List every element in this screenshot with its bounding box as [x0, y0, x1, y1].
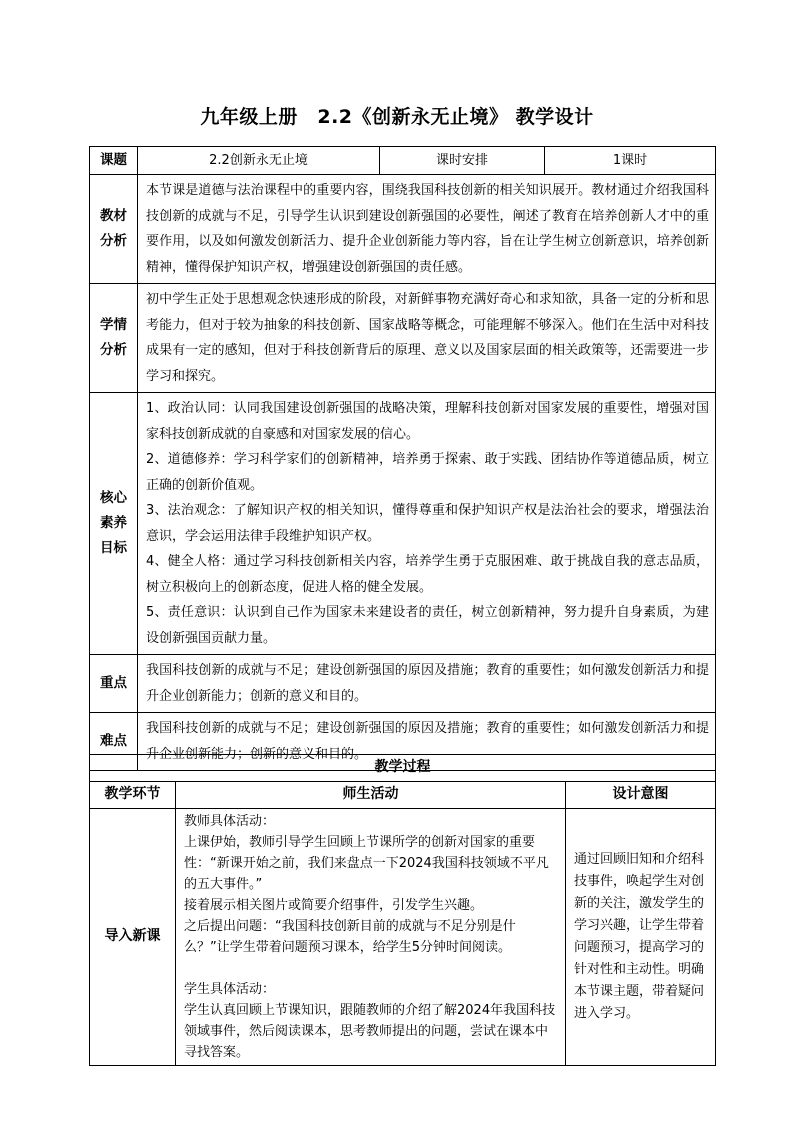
hours-label: 课时安排	[380, 147, 545, 175]
column-header-intent: 设计意图	[566, 782, 716, 809]
section-label: 难点	[90, 713, 138, 771]
objectives-list	[138, 393, 716, 655]
process-heading-row	[90, 755, 716, 782]
section-core-objectives	[90, 393, 716, 655]
objective-item: 2、道德修养：学习科学家们的创新精神，培养勇于探索、敢于实践、团结协作等道德品质，树立正确的创新价值观。	[146, 452, 709, 493]
section-text: 本节课是道德与法治课程中的重要内容，围绕我国科技创新的相关知识展开。教材通过介绍我国科技创新的成就与不足，引导学生认识到建设创新强国的必要性，阐述了教育在培养创新人才中的重要作用，以及如何激发创新活力、提升企业创新能力等内容，旨在让学生树立创新意识，培养创新精神，懂得保护知识产权，增强建设创新强国的责任感。	[138, 175, 716, 284]
page-title: 九年级上册 2.2《创新永无止境》 教学设计	[200, 106, 594, 128]
section-label: 学情 分析	[90, 284, 138, 393]
stage-name: 导入新课	[90, 809, 176, 1066]
process-row-intro	[90, 809, 716, 1066]
activity-cell	[176, 809, 566, 1066]
section-textbook-analysis	[90, 175, 716, 284]
column-header-stage: 教学环节	[90, 782, 176, 809]
section-text: 我国科技创新的成就与不足；建设创新强国的原因及措施；教育的重要性；如何激发创新活力和提升企业创新能力；创新的意义和目的。	[138, 713, 716, 771]
process-column-headers	[90, 782, 716, 809]
section-label: 核心 素养 目标	[90, 393, 138, 655]
objective-item: 4、健全人格：通过学习科技创新相关内容，培养学生勇于克服困难、敢于挑战自我的意志品质，树立积极向上的创新态度，促进人格的健全发展。	[146, 554, 709, 595]
intent-cell: 通过回顾旧知和介绍科技事件，唤起学生对创新的关注，激发学生的学习兴趣，让学生带着问题预习，提高学习的针对性和主动性。明确本节课主题，带着疑问进入学习。	[566, 809, 716, 1066]
section-label: 教材 分析	[90, 175, 138, 284]
process-heading: 教学过程	[90, 755, 716, 782]
section-text: 初中学生正处于思想观念快速形成的阶段，对新鲜事物充满好奇心和求知欲，具备一定的分析和思考能力，但对于较为抽象的科技创新、国家战略等概念，可能理解不够深入。他们在生活中对科技成果有一定的感知，但对于科技创新背后的原理、意义以及国家层面的相关政策等，还需要进一步学习和探究。	[138, 284, 716, 393]
activity-line: 学生具体活动：	[184, 982, 276, 997]
teaching-process-table	[89, 754, 716, 1066]
topic-row	[90, 147, 716, 175]
topic-label: 课题	[90, 147, 138, 175]
section-label: 重点	[90, 655, 138, 713]
section-key-points	[90, 655, 716, 713]
objective-item: 3、法治观念：了解知识产权的相关知识，懂得尊重和保护知识产权是法治社会的要求，增强法治意识，学会运用法律手段维护知识产权。	[146, 503, 709, 544]
activity-line: 之后提出问题：“我国科技创新目前的成就与不足分别是什么？”让学生带着问题预习课本，给学生5分钟时间阅读。	[184, 919, 516, 955]
topic-value: 2.2创新永无止境	[138, 147, 380, 175]
activity-line: 上课伊始，教师引导学生回顾上节课所学的创新对国家的重要性：“新课开始之前，我们来盘点一下2024我国科技领域不平凡的五大事件。”	[184, 835, 549, 892]
section-student-analysis	[90, 284, 716, 393]
objective-item: 5、责任意识：认识到自己作为国家未来建设者的责任，树立创新精神，努力提升自身素质，为建设创新强国贡献力量。	[146, 605, 709, 646]
activity-line: 教师具体活动：	[184, 814, 276, 829]
activity-line: 接着展示相关图片或简要介绍事件，引发学生兴趣。	[184, 898, 484, 913]
objective-item: 1、政治认同：认同我国建设创新强国的战略决策，理解科技创新对国家发展的重要性，增强对国家科技创新成就的自豪感和对国家发展的信心。	[146, 401, 709, 442]
hours-value: 1课时	[545, 147, 716, 175]
lesson-info-table	[89, 146, 716, 771]
section-text: 我国科技创新的成就与不足；建设创新强国的原因及措施；教育的重要性；如何激发创新活力和提升企业创新能力；创新的意义和目的。	[138, 655, 716, 713]
activity-line: 学生认真回顾上节课知识，跟随教师的介绍了解2024年我国科技领域事件，然后阅读课本，思考教师提出的问题，尝试在课本中寻找答案。	[184, 1003, 556, 1060]
activity-blank-line	[184, 958, 557, 979]
column-header-activity: 师生活动	[176, 782, 566, 809]
